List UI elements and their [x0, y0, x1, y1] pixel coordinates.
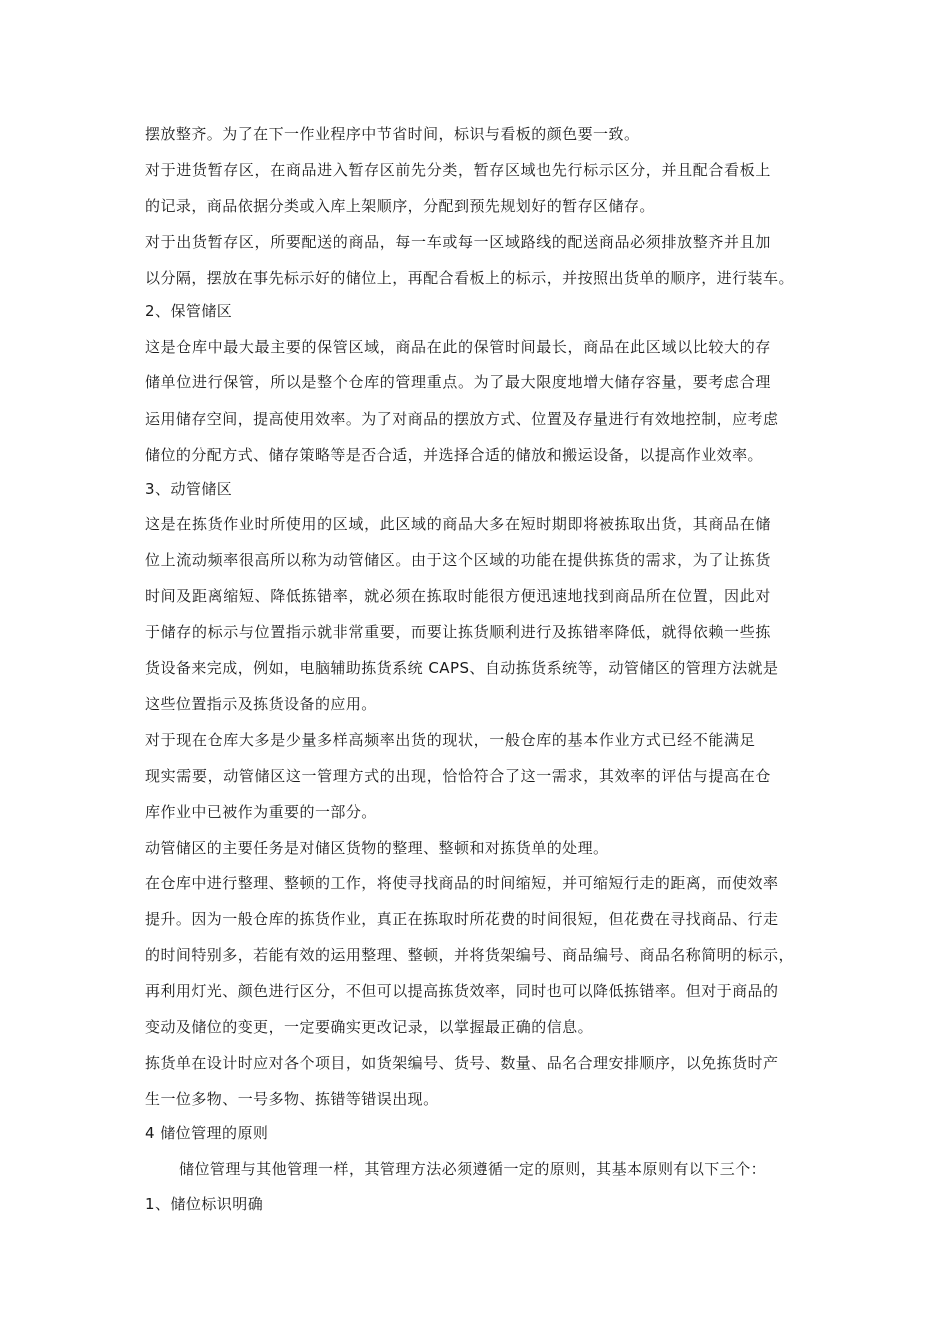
section-heading: 1、储位标识明确 [145, 1195, 264, 1213]
text-line: 对于出货暂存区，所要配送的商品，每一车或每一区域路线的配送商品必须排放整齐并且加 [145, 233, 772, 251]
text-line: 位上流动频率很高所以称为动管储区。由于这个区域的功能在提供拣货的需求，为了让拣货 [145, 551, 772, 569]
text-line: 以分隔，摆放在事先标示好的储位上，再配合看板上的标示，并按照出货单的顺序，进行装车。 [145, 269, 794, 287]
text-line: 的记录，商品依据分类或入库上架顺序，分配到预先规划好的暂存区储存。 [145, 197, 655, 215]
text-line: 提升。因为一般仓库的拣货作业，真正在拣取时所花费的时间很短，但花费在寻找商品、行走 [145, 910, 779, 928]
text-line: 运用储存空间，提高使用效率。为了对商品的摆放方式、位置及存量进行有效地控制，应考虑 [145, 410, 779, 428]
text-line: 储位管理与其他管理一样，其管理方法必须遵循一定的原则，其基本原则有以下三个： [179, 1160, 767, 1178]
text-line: 储位的分配方式、储存策略等是否合适，并选择合适的储放和搬运设备，以提高作业效率。 [145, 446, 764, 464]
text-line: 现实需要，动管储区这一管理方式的出现，恰恰符合了这一需求，其效率的评估与提高在仓 [145, 767, 772, 785]
text-line: 变动及储位的变更，一定要确实更改记录，以掌握最正确的信息。 [145, 1018, 594, 1036]
text-line: 生一位多物、一号多物、拣错等错误出现。 [145, 1090, 439, 1108]
text-line: 对于进货暂存区，在商品进入暂存区前先分类，暂存区域也先行标示区分，并且配合看板上 [145, 161, 772, 179]
text-line: 摆放整齐。为了在下一作业程序中节省时间，标识与看板的颜色要一致。 [145, 125, 640, 143]
section-heading: 3、动管储区 [145, 480, 233, 498]
text-line: 这是仓库中最大最主要的保管区域，商品在此的保管时间最长，商品在此区域以比较大的存 [145, 338, 772, 356]
text-line: 的时间特别多，若能有效的运用整理、整顿，并将货架编号、商品编号、商品名称简明的标示， [145, 946, 794, 964]
text-line: 库作业中已被作为重要的一部分。 [145, 803, 377, 821]
text-line: 这些位置指示及拣货设备的应用。 [145, 695, 377, 713]
text-line: 拣货单在设计时应对各个项目，如货架编号、货号、数量、品名合理安排顺序，以免拣货时产 [145, 1054, 779, 1072]
section-heading: 2、保管储区 [145, 302, 233, 320]
text-line: 于储存的标示与位置指示就非常重要，而要让拣货顺利进行及拣错率降低，就得依赖一些拣 [145, 623, 772, 641]
text-line: 在仓库中进行整理、整顿的工作，将使寻找商品的时间缩短，并可缩短行走的距离，而使效率 [145, 874, 779, 892]
text-line: 时间及距离缩短、降低拣错率，就必须在拣取时能很方便迅速地找到商品所在位置，因此对 [145, 587, 772, 605]
text-line: 货设备来完成，例如，电脑辅助拣货系统 CAPS、自动拣货系统等，动管储区的管理方法就是 [145, 659, 779, 677]
section-heading: 4 储位管理的原则 [145, 1124, 269, 1142]
text-line: 动管储区的主要任务是对储区货物的整理、整顿和对拣货单的处理。 [145, 839, 609, 857]
text-line: 储单位进行保管，所以是整个仓库的管理重点。为了最大限度地增大储存容量，要考虑合理 [145, 373, 772, 391]
text-line: 再利用灯光、颜色进行区分，不但可以提高拣货效率，同时也可以降低拣错率。但对于商品的 [145, 982, 779, 1000]
text-line: 对于现在仓库大多是少量多样高频率出货的现状，一般仓库的基本作业方式已经不能满足 [145, 731, 756, 749]
text-line: 这是在拣货作业时所使用的区域，此区域的商品大多在短时期即将被拣取出货，其商品在储 [145, 515, 772, 533]
